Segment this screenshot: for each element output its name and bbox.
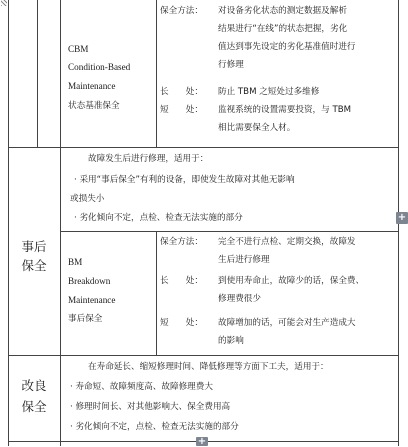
- bm-category-line-1: 事后: [21, 239, 47, 254]
- bm-method-line-1: 完全不进行点检、定期交换，故障发: [218, 237, 356, 247]
- bm-name-en-2: Breakdown: [68, 276, 111, 286]
- table-move-handle-icon[interactable]: [1, 0, 7, 6]
- improve-intro: 在寿命延长、缩短修理时间、降低修理等方面下工夫，适用于：: [88, 362, 329, 372]
- cbm-cons-line-1: 监视系统的设置需要投资，与 TBM: [218, 105, 352, 115]
- cbm-name-zh: 状态基准保全: [68, 101, 120, 111]
- add-row-icon[interactable]: +: [197, 436, 207, 447]
- bm-method-line-2: 生后进行修理: [218, 255, 270, 265]
- row-divider-3: [8, 355, 398, 356]
- bm-cons-label: 短 处：: [160, 318, 203, 328]
- cbm-cons-label: 短 处：: [160, 105, 203, 115]
- bm-cons-line-2: 的影响: [218, 336, 244, 346]
- cbm-method-label: 保全方法：: [160, 6, 203, 16]
- improve-bullet3: · 劣化倾向不定，点检、检查无法实施的部分: [70, 422, 239, 432]
- bm-cons-line-1: 故障增加的话，可能会对生产造成大: [218, 318, 356, 328]
- add-column-icon[interactable]: +: [397, 212, 407, 223]
- bm-category-line-2: 保全: [21, 258, 47, 273]
- column-divider-a: [60, 0, 61, 446]
- column-divider-b: [37, 0, 38, 147]
- bm-bullet1-line-2: 或损失小: [70, 194, 105, 204]
- bm-pros-line-2: 修理费很少: [218, 294, 261, 304]
- bm-bullet2: · 劣化倾向不定，点检、检查无法实施的部分: [74, 213, 243, 223]
- bm-method-label: 保全方法：: [160, 237, 203, 247]
- cbm-method-line-3: 值达到事先设定的劣化基准值时进行: [218, 42, 356, 52]
- bm-name-en-3: Maintenance: [68, 295, 116, 305]
- bm-bullet1-line-1: · 采用“事后保全”有利的设备，即使发生故障对其他无影响: [74, 175, 295, 185]
- cbm-divider: [156, 0, 157, 147]
- cbm-name-en-1: CBM: [68, 44, 89, 54]
- improve-category-line-2: 保全: [21, 399, 47, 414]
- cbm-name-en-3: Maintenance: [68, 81, 116, 91]
- row-divider-1: [8, 147, 398, 148]
- bm-name-en-1: BM: [68, 257, 83, 267]
- improve-category-line-1: 改良: [21, 378, 47, 393]
- cbm-method-line-1: 对设备劣化状态的测定数据及解析: [218, 6, 347, 16]
- cbm-method-line-2: 结果进行“在线”的状态把握，劣化: [218, 24, 348, 34]
- improve-bullet1: · 寿命短、故障频度高、故障修理费大: [70, 382, 213, 392]
- row-divider-2: [60, 231, 398, 232]
- cbm-method-line-4: 行修理: [218, 60, 244, 70]
- cbm-cons-line-2: 相比需要保全人材。: [218, 123, 296, 133]
- bm-intro: 故障发生后进行修理，适用于：: [88, 154, 209, 164]
- bm-name-zh: 事后保全: [68, 314, 103, 324]
- bm-pros-label: 长 处：: [160, 276, 203, 286]
- bm-pros-line-1: 到使用寿命止，故障少的话，保全费、: [218, 276, 365, 286]
- improve-bullet2: · 修理时间长、对其他影响大、保全费用高: [70, 402, 231, 412]
- cbm-name-en-2: Condition-Based: [68, 62, 131, 72]
- cbm-pros-text: 防止 TBM 之短处过多维修: [218, 87, 320, 97]
- bm-divider: [156, 231, 157, 355]
- cbm-pros-label: 长 处：: [160, 87, 203, 97]
